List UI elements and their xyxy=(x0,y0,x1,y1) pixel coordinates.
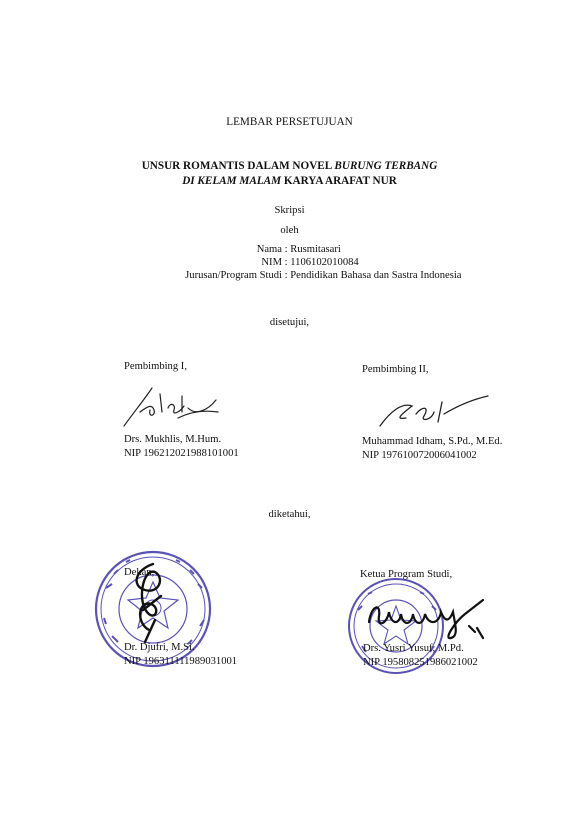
by-label: oleh xyxy=(280,225,299,236)
head-role: Ketua Program Studi, xyxy=(360,569,453,580)
student-program-row xyxy=(180,270,510,281)
student-nim-row xyxy=(180,257,480,268)
program-label: Jurusan/Program Studi xyxy=(185,270,282,281)
thesis-title-line-2 xyxy=(0,175,579,187)
student-name-row xyxy=(180,244,480,255)
novel-title-part-2: DI KELAM MALAM xyxy=(182,175,282,187)
head-signature xyxy=(365,592,489,642)
document-type: Skripsi xyxy=(274,205,305,216)
supervisor-1-nip: NIP 196212021988101001 xyxy=(124,448,239,459)
supervisor-2-nip: NIP 197610072006041002 xyxy=(362,450,477,461)
approved-label: disetujui, xyxy=(269,317,310,328)
nim-value: : 1106102010084 xyxy=(284,257,359,268)
name-label: Nama xyxy=(256,244,282,255)
head-name: Drs. Yusri Yusuf, M.Pd. xyxy=(363,643,464,654)
novel-title-part-1: BURUNG TERBANG xyxy=(334,160,438,172)
thesis-title-text: UNSUR ROMANTIS DALAM NOVEL xyxy=(141,160,335,172)
thesis-title-author: KARYA ARAFAT NUR xyxy=(281,175,397,187)
dean-nip: NIP 196311111989031001 xyxy=(124,656,238,667)
thesis-title-line-1 xyxy=(0,160,579,172)
page-title: LEMBAR PERSETUJUAN xyxy=(226,116,353,128)
supervisor-2-name: Muhammad Idham, S.Pd., M.Ed. xyxy=(362,436,503,447)
name-value: : Rusmitasari xyxy=(284,244,341,255)
supervisor-2-role: Pembimbing II, xyxy=(362,364,429,375)
acknowledged-label: diketahui, xyxy=(268,509,311,520)
supervisor-1-name: Drs. Mukhlis, M.Hum. xyxy=(124,434,222,445)
supervisor-1-signature xyxy=(118,382,228,428)
nim-label: NIM xyxy=(261,257,282,268)
dean-name: Dr. Djufri, M.Si. xyxy=(124,642,195,653)
supervisor-2-signature xyxy=(372,392,492,432)
dean-role: Dekan, xyxy=(124,567,155,578)
program-value: : Pendidikan Bahasa dan Sastra Indonesia xyxy=(284,270,462,281)
supervisor-1-role: Pembimbing I, xyxy=(124,361,187,372)
head-nip: NIP 195808251986021002 xyxy=(363,657,478,668)
